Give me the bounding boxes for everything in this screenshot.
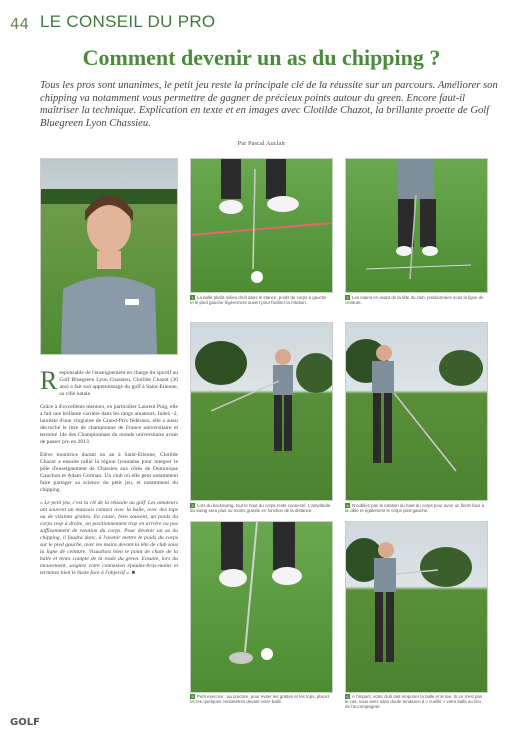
- page-number: 44: [10, 15, 30, 33]
- portrait-illustration: [41, 159, 177, 354]
- photo-3: [190, 322, 333, 501]
- paragraph-3: Elève monitrice durant un an à Saint-Etienne, Clotilde Chazot a ensuite rallié la région lyonnaise pour intégrer le pôle d'enseignement de Chassieu aux côtés de Dominique Gauchon et Adam Gorman. Un club où elle peut notamment faire partager sa science du petit jeu, et notamment du chipping.: [40, 452, 178, 493]
- portrait-photo: [40, 158, 178, 355]
- photo-5-illustration: [191, 522, 332, 692]
- dropcap: R: [40, 366, 58, 395]
- caption-5: 5 Petit exercice : au practice, pour éviter les grattes et les tops, placez un tee quelques centimètres devant votre balle.: [190, 694, 330, 705]
- photo-4-illustration: [346, 323, 487, 500]
- magazine-logo: GOLF: [10, 717, 40, 728]
- photo-3-illustration: [191, 323, 332, 500]
- photo-5: [190, 521, 333, 693]
- photo-1-illustration: [191, 159, 332, 292]
- photo-2: [345, 158, 488, 293]
- body-text: [40, 366, 178, 577]
- photo-6-illustration: [346, 522, 487, 692]
- quote-paragraph: « Le petit jeu, c'est la clé de la réussite au golf. Les amateurs ont souvent un mauvais contact avec la balle, avec des tops ou de vilaines grattes. En cause, bien souvent, un poids du corps trop à droite, un positionnement trop en arrière ou pas suffisamment de rotation du corps. Pour devenir un as du chipping, il faudra donc, à l'avenir mettre le poids du corps sur le pied gauche, avec les mains devant la tête de club sous la ligne de ceinture. Visualisez bien le point de chute de la balle et tenez compte de la roule du green. Ensuite, lors du mouvement, soignez votre connexion épaules-bras-mains et terminez bien le buste face à l'objectif ». ■: [40, 500, 178, 576]
- caption-6: 6 A l'impact, votre club doit emporter la balle et le tee. Si ce n'est pas le cas, vous avez sans doute tendance à « cueillir » votre balle au lieu de l'accompagner.: [345, 694, 483, 710]
- photo-4: [345, 322, 488, 501]
- byline: Par Pascal Auclair: [237, 140, 286, 147]
- photo-6: [345, 521, 488, 693]
- caption-4: 4 N'oubliez pas la rotation du haut du corps pour avoir un finish face à la cible et également le corps pied gauche.: [345, 503, 485, 514]
- caption-2: 2 Les mains en avant de la tête du club, positionnées sous la ligne de ceinture.: [345, 295, 484, 306]
- article-lead: Tous les pros sont unanimes, le petit jeu reste la principale clé de la réussite sur un parcours. Améliorer son chipping va notamment vous permettre de gagner de précieux points autour du green. Encore faut-il maîtriser la technique. Explication en texte et en images avec Clotilde Chazot, la brillante proette de Golf Bluegreen Lyon Chassieu.: [40, 80, 498, 129]
- photo-2-illustration: [346, 159, 487, 292]
- paragraph-2: Grâce à d'excellents mentors, en particulier Laurent Puig, elle a fait une brillante carrière dans les rangs amateurs. Index -2, lauréate d'une vingtaine de Grand-Prix fédéraux, elle a aussi décroché le titre de championne de France universitaire et terminé 14e des Championnats du monde universitaire avant de passer pro en 2013.: [40, 404, 178, 445]
- caption-3: 3 Lors du backswing, tout le haut du corps reste connecté. L'amplitude du swing sera plus ou moins grande en fonction de la distance.: [190, 503, 331, 514]
- paragraph-1: esponsable de l'enseignement en charge du sportif au Golf Bluegreen Lyon Chassieu, Clotilde Chazot (30 ans) a fait son apprentissage du golf à Saint-Etienne, sa ville natale.: [59, 370, 178, 397]
- article-title: Comment devenir un as du chipping ?: [82, 45, 441, 70]
- caption-1: 1 La balle plutôt milieu droit dans le stance, poids du corps à gauche et le pied gauche légèrement ouvert pour faciliter la rotation.: [190, 295, 327, 306]
- photo-1: [190, 158, 333, 293]
- section-title: LE CONSEIL DU PRO: [40, 12, 216, 31]
